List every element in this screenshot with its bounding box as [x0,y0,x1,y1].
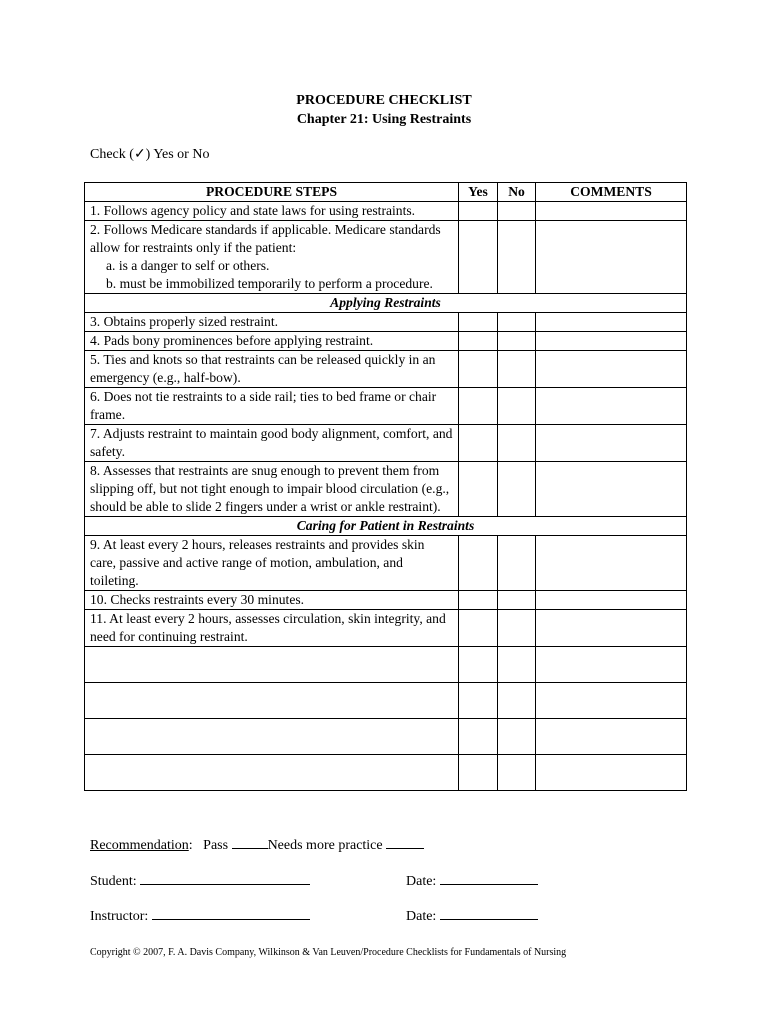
no-cell[interactable] [498,683,536,719]
no-cell[interactable] [498,202,536,221]
no-cell[interactable] [498,388,536,425]
table-row [85,536,687,591]
no-cell[interactable] [498,332,536,351]
yes-cell[interactable] [459,719,498,755]
no-cell[interactable] [498,462,536,517]
no-header: No [498,183,536,202]
comments-cell[interactable] [536,647,687,683]
table-row [85,332,687,351]
section-row [85,517,687,536]
comments-cell[interactable] [536,536,687,591]
yes-cell[interactable] [459,313,498,332]
step-text: 11. At least every 2 hours, assesses circulation, skin integrity, and need for continuing restraint. [85,610,459,647]
instructor-label: Instructor: [90,909,149,924]
blank-row [85,647,687,683]
section-heading: Caring for Patient in Restraints [85,517,687,536]
no-cell[interactable] [498,425,536,462]
comments-cell[interactable] [536,591,687,610]
recommendation-label: Recommendation [90,838,189,853]
no-cell[interactable] [498,610,536,647]
student-line [90,872,310,890]
step-text: 8. Assesses that restraints are snug enough to prevent them from slipping off, but not tight enough to impair blood circulation (e.g., should be able to slide 2 fingers under a wrist or ankle restraint). [85,462,459,517]
yes-cell[interactable] [459,647,498,683]
student-date-blank[interactable] [440,872,538,885]
yes-header: Yes [459,183,498,202]
instructor-date-line [406,907,538,925]
yes-cell[interactable] [459,536,498,591]
no-cell[interactable] [498,591,536,610]
step-text: 5. Ties and knots so that restraints can be released quickly in an emergency (e.g., half-bow). [85,351,459,388]
comments-cell[interactable] [536,755,687,791]
table-row [85,388,687,425]
no-cell[interactable] [498,351,536,388]
procedure-checklist-table [84,182,687,791]
comments-cell[interactable] [536,425,687,462]
needs-practice-label: Needs more practice [267,838,383,853]
table-row [85,591,687,610]
step-text: 7. Adjusts restraint to maintain good body alignment, comfort, and safety. [85,425,459,462]
no-cell[interactable] [498,536,536,591]
yes-cell[interactable] [459,610,498,647]
comments-cell[interactable] [536,388,687,425]
step-subitem: a. is a danger to self or others. [106,258,270,273]
comments-cell[interactable] [536,202,687,221]
date-label: Date: [406,909,437,924]
document-title: PROCEDURE CHECKLIST [296,93,472,108]
instructor-line [90,907,310,925]
no-cell[interactable] [498,221,536,294]
blank-step-cell[interactable] [85,719,459,755]
no-cell[interactable] [498,719,536,755]
table-row [85,202,687,221]
student-label: Student: [90,874,137,889]
table-row [85,462,687,517]
yes-cell[interactable] [459,591,498,610]
copyright-notice: Copyright © 2007, F. A. Davis Company, Wilkinson & Van Leuven/Procedure Checklists for Fundamentals of Nursing [90,947,567,958]
table-row [85,610,687,647]
blank-row [85,755,687,791]
instructor-date-blank[interactable] [440,907,538,920]
chapter-subtitle: Chapter 21: Using Restraints [296,112,472,127]
step-text: 9. At least every 2 hours, releases restraints and provides skin care, passive and active range of motion, ambulation, and toileting. [85,536,459,591]
yes-cell[interactable] [459,462,498,517]
comments-cell[interactable] [536,351,687,388]
blank-step-cell[interactable] [85,755,459,791]
recommendation-line: Recommendation: Pass Needs more practice [90,836,424,854]
table-header-row [85,183,687,202]
blank-step-cell[interactable] [85,647,459,683]
table-row [85,221,687,294]
comments-cell[interactable] [536,610,687,647]
no-cell[interactable] [498,647,536,683]
step-text: 4. Pads bony prominences before applying restraint. [85,332,459,351]
pass-label: Pass [203,838,229,853]
check-suffix: ) Yes or No [145,147,210,162]
comments-cell[interactable] [536,462,687,517]
section-row [85,294,687,313]
pass-blank[interactable] [232,836,268,849]
checkmark-icon: ✓ [133,147,146,162]
step-text: 3. Obtains properly sized restraint. [85,313,459,332]
date-label: Date: [406,874,437,889]
check-prefix: Check ( [90,147,134,162]
comments-cell[interactable] [536,332,687,351]
table-row [85,351,687,388]
step-subitem: b. must be immobilized temporarily to perform a procedure. [106,276,433,291]
step-text: 6. Does not tie restraints to a side rail; ties to bed frame or chair frame. [85,388,459,425]
procedure-steps-header: PROCEDURE STEPS [85,183,459,202]
yes-cell[interactable] [459,683,498,719]
comments-cell[interactable] [536,313,687,332]
student-date-line [406,872,538,890]
comments-cell[interactable] [536,221,687,294]
needs-practice-blank[interactable] [386,836,424,849]
no-cell[interactable] [498,755,536,791]
step-text-main: 2. Follows Medicare standards if applicable. Medicare standards allow for restraints only if the patient: [90,222,441,255]
step-text: 1. Follows agency policy and state laws for using restraints. [85,202,459,221]
yes-cell[interactable] [459,332,498,351]
table-row [85,425,687,462]
student-blank[interactable] [140,872,310,885]
check-instruction [90,146,209,163]
yes-cell[interactable] [459,221,498,294]
yes-cell[interactable] [459,755,498,791]
yes-cell[interactable] [459,202,498,221]
step-text [85,221,459,294]
blank-row [85,719,687,755]
blank-row [85,683,687,719]
yes-cell[interactable] [459,425,498,462]
yes-cell[interactable] [459,388,498,425]
table-row [85,313,687,332]
comments-cell[interactable] [536,683,687,719]
comments-cell[interactable] [536,719,687,755]
step-text: 10. Checks restraints every 30 minutes. [85,591,459,610]
yes-cell[interactable] [459,351,498,388]
section-heading: Applying Restraints [85,294,687,313]
instructor-blank[interactable] [152,907,310,920]
no-cell[interactable] [498,313,536,332]
blank-step-cell[interactable] [85,683,459,719]
comments-header: COMMENTS [536,183,687,202]
